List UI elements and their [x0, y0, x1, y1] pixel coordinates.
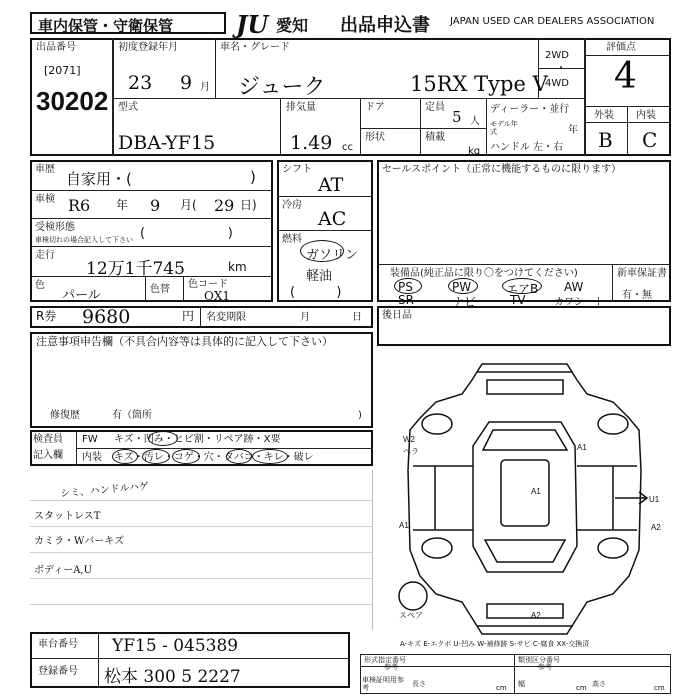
ju-logo: JU — [236, 10, 269, 39]
displacement-label: 排気量 — [286, 102, 316, 113]
mark-a1-roof: A1 — [531, 487, 541, 496]
notes-lined-area — [30, 470, 373, 630]
inspector-label-1: 検査員 — [33, 434, 63, 445]
deadline-month: 月 — [300, 312, 310, 323]
drive-2wd: 2WD — [545, 50, 569, 61]
equip-pw: PW — [452, 280, 472, 294]
deadline-day: 日 — [352, 312, 362, 323]
rear-items-label: 後日品 — [382, 310, 412, 321]
inspection-label: 車検 — [35, 194, 55, 205]
car-grade: 15RX Type V — [410, 72, 548, 96]
model-year-label: モデル年式 — [490, 120, 518, 136]
drive-dot: ・ — [556, 63, 566, 74]
inspection-day: 29 — [214, 196, 235, 215]
color-value: パール — [62, 288, 101, 303]
shift-value: AT — [318, 174, 344, 196]
score-label: 評価点 — [606, 42, 636, 53]
class-label: 類別区分番号 — [518, 656, 560, 664]
ac-value: AC — [318, 208, 347, 230]
repair-label: 修復歴 — [50, 410, 80, 421]
inspector-label-2: 記入欄 — [33, 450, 63, 461]
height-unit: cm — [654, 684, 665, 692]
equip-sr: SR — [398, 293, 414, 307]
association-name: JAPAN USED CAR DEALERS ASSOCIATION — [450, 16, 655, 27]
plate-value: 松本 300 5 2227 — [104, 667, 241, 687]
repair-close: ) — [358, 410, 362, 421]
shift-label: シフト — [282, 164, 312, 175]
lot-number: 30202 — [36, 86, 109, 116]
cert-ref-label: 車検証明用参考 — [362, 676, 404, 692]
ticket-unit: 円 — [182, 309, 195, 323]
load-label: 積載 — [425, 132, 445, 143]
color-code-label: 色コード — [188, 279, 228, 290]
int-circle-scratch — [112, 449, 138, 464]
color-label: 色 — [35, 280, 45, 291]
chassis-label: 車台番号 — [38, 639, 78, 650]
deadline-label: 名変期限 — [206, 312, 246, 323]
fuel-label: 燃料 — [282, 234, 302, 245]
ac-label: 冷房 — [282, 200, 302, 211]
displacement-unit: cc — [342, 142, 353, 153]
warranty-value: 有・無 — [622, 290, 652, 301]
dealer-label: ディーラー・並行 — [490, 104, 570, 115]
equip-tv: TV — [510, 293, 526, 307]
rear-items-frame — [377, 306, 671, 346]
int-circle-dirt — [142, 449, 170, 464]
equip-airbag: エアB — [506, 282, 539, 296]
spare-label: スペア — [399, 611, 423, 620]
car-name: ジューク — [238, 75, 326, 100]
shape-label: 形状 — [365, 132, 385, 143]
history-value: 自家用・( — [66, 170, 132, 188]
repair-value: 有（箇所 — [112, 410, 152, 421]
history-close: ) — [250, 168, 256, 186]
mark-a1-rear: A1 — [577, 443, 587, 452]
equip-navi: ナビ — [452, 295, 477, 309]
interior-label: 内装 — [636, 110, 656, 121]
handwritten-note-3: カミラ・Wバーキズ — [34, 536, 125, 547]
handwritten-note-2: スタットレスT — [34, 511, 101, 522]
model-year-unit: 年 — [568, 125, 578, 136]
fuel-gas: ガソリン — [306, 248, 359, 263]
mileage-label: 走行 — [35, 250, 55, 261]
int-circle-burn — [172, 449, 200, 464]
height-label: 高さ — [592, 680, 606, 688]
storage-title: 車内保管・守衛保管 — [38, 17, 174, 35]
handwritten-note-1: シミ、ハンドルハゲ — [59, 481, 150, 500]
warranty-label: 新車保証書 — [617, 268, 667, 279]
handwritten-note-4: ボディーA,U — [34, 565, 93, 576]
type-cert-ref: 参考 — [384, 663, 398, 671]
score-value: 4 — [614, 56, 637, 97]
equip-leather: カワシート — [554, 297, 604, 308]
handle-label: ハンドル 左・右 — [490, 142, 564, 153]
reception-sub: 車検切れの場合記入して下さい — [35, 236, 133, 244]
type-cert-label: 形式指定番号 — [364, 656, 406, 664]
equipment-label: 装備品(純正品に限り〇をつけてください) — [390, 268, 578, 279]
car-damage-diagram — [377, 350, 671, 650]
mark-a1-left: A1 — [399, 521, 409, 530]
model-type: DBA-YF15 — [118, 132, 216, 154]
interior-items: キズ・汚レ・コゲ・穴・タバコ・キレ・破レ — [114, 452, 314, 463]
int-circle-tobacco — [252, 449, 288, 464]
first-registration-year: 23 — [128, 72, 153, 94]
sales-point-label: セールスポイント（正常に機能するものに限ります） — [382, 164, 622, 175]
mark-a2-rear: A2 — [531, 611, 541, 620]
lot-sub-number: [2071] — [44, 64, 81, 77]
length-unit: cm — [496, 684, 507, 692]
damage-legend: A-キズ E-エクボ U-凹み W-補修跡 S-サビ C-腐食 XX-交換済 — [400, 640, 590, 648]
page-title: 出品申込書 — [340, 15, 430, 36]
int-circle-hole — [226, 449, 252, 464]
fw-items: キズ・凹み・ヒビ割・リペア跡・X要 — [114, 434, 281, 445]
ticket-label: R券 — [36, 309, 57, 323]
color-code: QX1 — [204, 289, 231, 303]
mark-u1: U1 — [649, 495, 660, 504]
model-type-label: 型式 — [118, 102, 138, 113]
width-label: 幅 — [518, 680, 525, 688]
aichi-label: 愛知 — [276, 16, 309, 35]
displacement-value: 1.49 — [290, 132, 333, 154]
first-registration-label: 初度登録年月 — [118, 42, 178, 53]
fw-circle-mark — [148, 431, 178, 446]
inspection-month-unit: 月( — [180, 198, 197, 212]
doors-label: ドア — [365, 102, 385, 113]
car-name-label: 車名・グレード — [220, 42, 290, 53]
ticket-value: 9680 — [82, 306, 131, 328]
fuel-other: ( ) — [290, 285, 342, 300]
color-change-label: 色替 — [150, 284, 170, 295]
airbag-circle — [502, 278, 542, 294]
width-unit: cm — [576, 684, 587, 692]
fw-label: FW — [82, 434, 98, 445]
notes-label: 注意事項申告欄（不具合内容等は具体的に記入して下さい） — [36, 335, 333, 348]
ps-circle — [394, 278, 422, 294]
inspection-month: 9 — [150, 196, 161, 215]
reception-label: 受検形態 — [35, 222, 75, 233]
month-unit: 月 — [200, 82, 210, 93]
exterior-grade: B — [598, 128, 613, 152]
chassis-value: YF15 - 045389 — [112, 636, 239, 656]
mark-a2-right: A2 — [651, 523, 661, 532]
inspection-era: R6 — [68, 196, 91, 215]
mileage-value: 12万1千745 — [86, 259, 185, 279]
load-unit: kg — [468, 146, 481, 157]
mark-w2: W2 — [403, 435, 415, 444]
capacity-label: 定員 — [425, 102, 445, 113]
inspection-day-unit: 日) — [240, 198, 257, 212]
fuel-gas-circle — [300, 240, 344, 262]
lot-number-label: 出品番号 — [36, 42, 76, 53]
reception-value: ( ) — [140, 226, 233, 241]
class-ref: 参考 — [538, 663, 552, 671]
equip-aw: AW — [564, 280, 584, 294]
storage-title-box — [30, 12, 226, 34]
fuel-diesel: 軽油 — [306, 269, 333, 284]
mark-hera: ヘラ — [403, 447, 419, 456]
equip-ps: PS — [398, 280, 413, 294]
pw-circle — [448, 278, 478, 294]
length-label: 長さ — [412, 680, 426, 688]
plate-label: 登録番号 — [38, 666, 78, 677]
exterior-label: 外装 — [594, 110, 614, 121]
interior-grade: C — [642, 128, 658, 152]
type-cert-frame — [360, 654, 671, 694]
first-registration-month: 9 — [180, 72, 193, 94]
mileage-unit: km — [228, 260, 247, 274]
capacity-value: 5 — [452, 108, 462, 126]
history-label: 車歴 — [35, 164, 55, 175]
inspection-year-unit: 年 — [116, 198, 129, 212]
interior-check-label: 内装 — [82, 452, 102, 463]
drive-4wd: 4WD — [545, 78, 569, 89]
capacity-unit: 人 — [470, 116, 480, 127]
